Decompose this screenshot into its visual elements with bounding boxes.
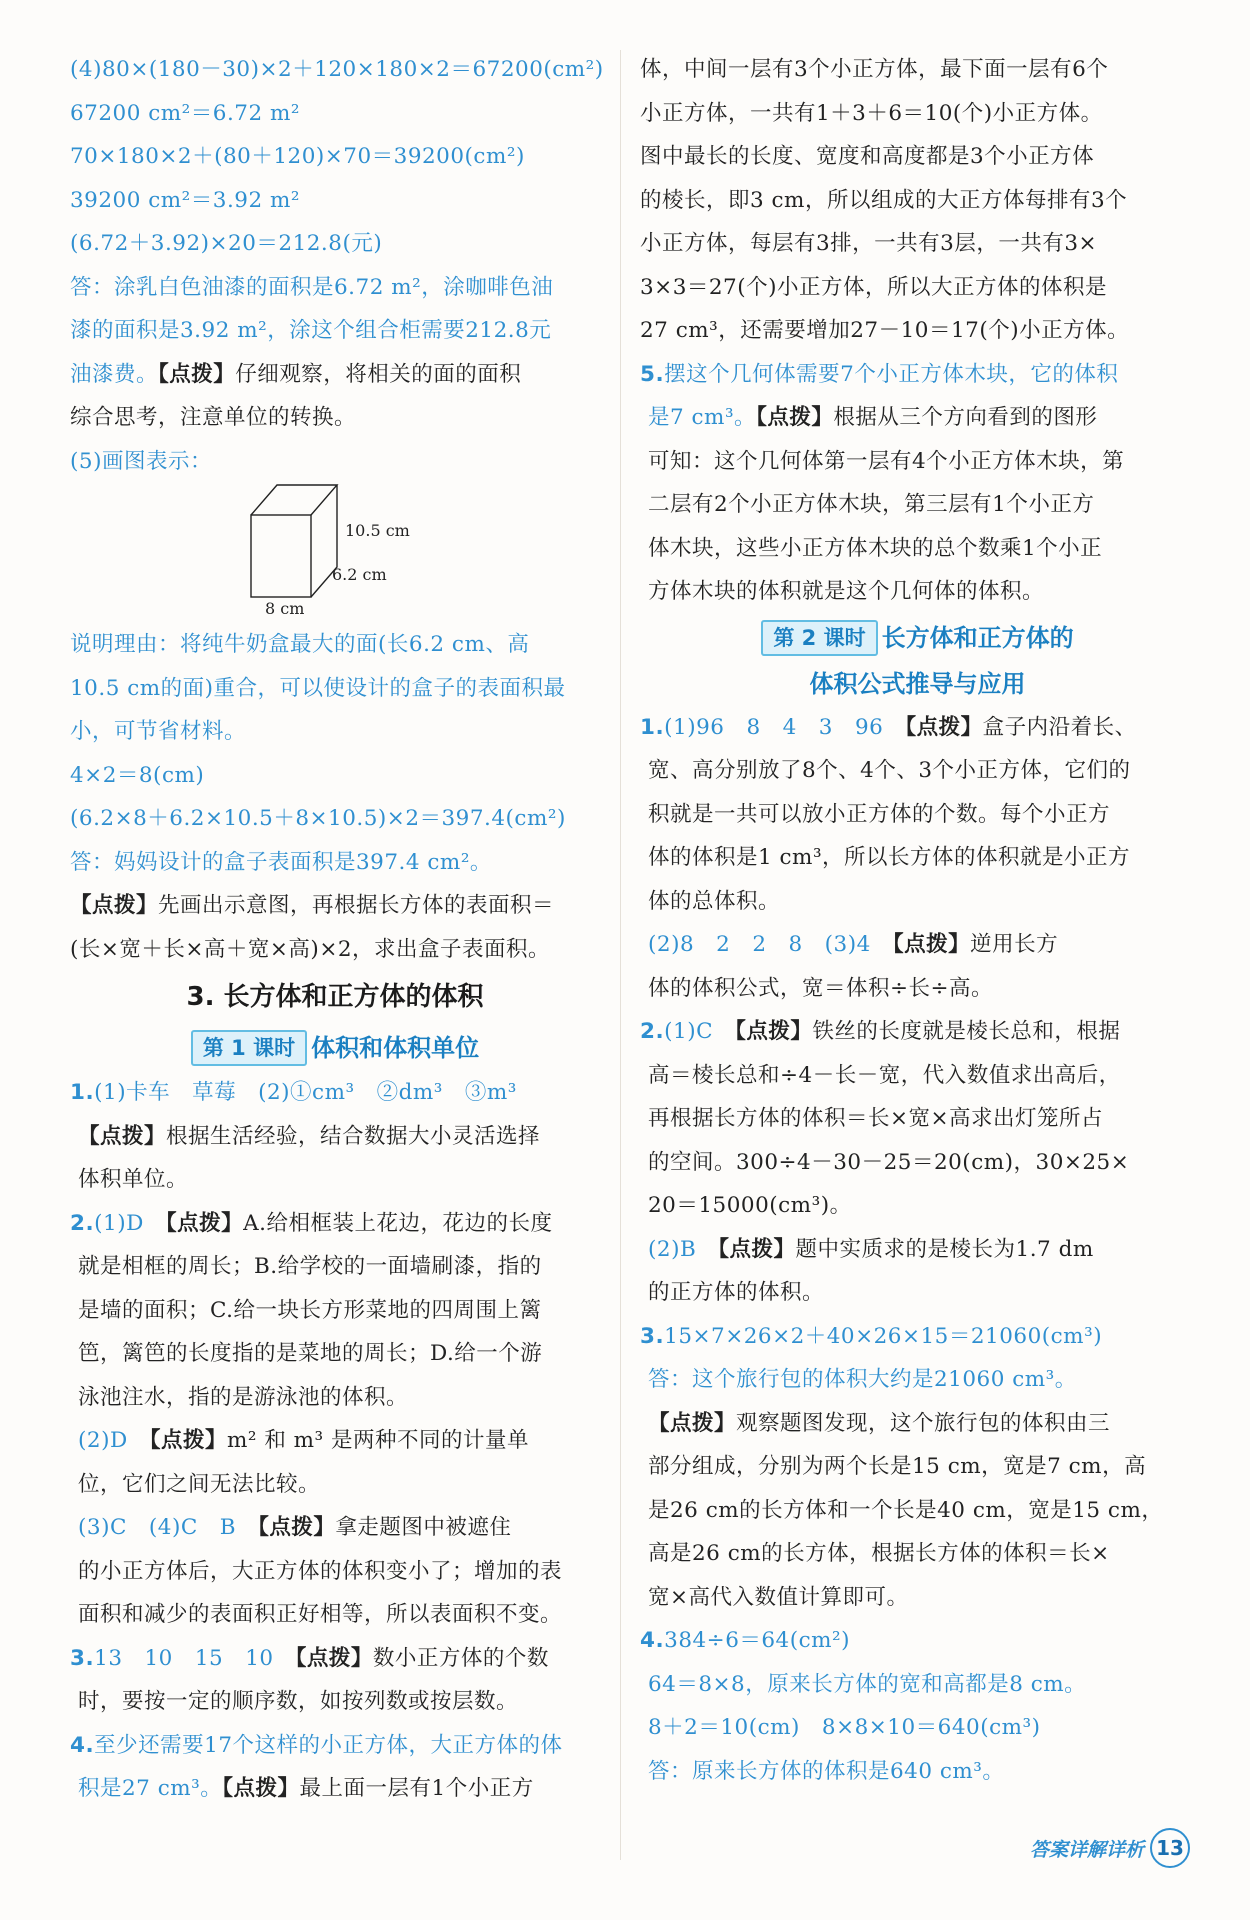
tip-line: 体，中间一层有3个小正方体，最下面一层有6个 — [640, 57, 1109, 82]
tip-text: 根据生活经验，结合数据大小灵活选择 — [166, 1123, 541, 1149]
tip-line: 笆，篱笆的长度指的是菜地的周长；D.给一个游 — [78, 1341, 543, 1366]
tip-line: 部分组成，分别为两个长是15 cm，宽是7 cm，高 — [648, 1454, 1147, 1479]
tip-line: 的小正方体后，大正方体的体积变小了；增加的表 — [78, 1558, 563, 1584]
tip-line: 的空间。300÷4－30－25＝20(cm)，30×25× — [648, 1149, 1130, 1175]
answer-line: (4)80×(180－30)×2＋120×180×2＝67200(cm²) — [70, 57, 604, 82]
lesson-title: 长方体和正方体的 — [881, 624, 1074, 652]
lesson-badge: 第 1 课时 — [191, 1030, 307, 1066]
tip-text: 铁丝的长度就是棱长总和，根据 — [812, 1019, 1121, 1044]
tip-text: 先画出示意图，再根据长方体的表面积＝ — [158, 893, 555, 918]
question-number: 4. — [70, 1732, 95, 1758]
tip-line: 图中最长的长度、宽度和高度都是3个小正方体 — [640, 144, 1095, 169]
tip-text: A.给相框装上花边，花边的长度 — [243, 1210, 553, 1236]
height-label: 10.5 cm — [345, 521, 410, 540]
tip-line: 的棱长，即3 cm，所以组成的大正方体每排有3个 — [640, 187, 1128, 213]
cuboid-top-face — [251, 485, 337, 515]
answer-text: (1)96 8 4 3 96 — [664, 714, 884, 740]
answer-line: 答：这个旅行包的体积大约是21060 cm³。 — [648, 1367, 1077, 1392]
tip-line: 宽、高分别放了8个、4个、3个小正方体，它们的 — [648, 758, 1131, 783]
tip-line: 泳池注水，指的是游泳池的体积。 — [78, 1384, 409, 1410]
answer-line: 答：妈妈设计的盒子表面积是397.4 cm²。 — [70, 849, 492, 875]
tip-line: 积就是一共可以放小正方体的个数。每个小正方 — [648, 801, 1111, 827]
answer-item — [640, 1315, 1195, 1359]
answer-item — [640, 706, 1195, 750]
tip-text: 逆用长方 — [970, 932, 1059, 957]
tip-text: 盒子内沿着长、 — [982, 714, 1137, 740]
tip-text: m² 和 m³ 是两种不同的计量单 — [226, 1428, 530, 1453]
tip-tag: 【点拨】 — [892, 932, 971, 957]
tip-line: 的正方体的体积。 — [648, 1280, 825, 1305]
question-number: 3. — [70, 1645, 95, 1671]
footer-label: 答案详解详析 — [1029, 1838, 1144, 1861]
tip-line: 二层有2个小正方体木块，第三层有1个小正方 — [648, 492, 1095, 517]
tip-text: 拿走题图中被遮住 — [335, 1515, 512, 1540]
tip-line: 体的体积公式，宽＝体积÷长÷高。 — [648, 975, 994, 1001]
tip-tag: 【点拨】 — [70, 893, 159, 918]
tip-line: 高＝棱长总和÷4－长－宽，代入数值求出高后， — [648, 1062, 1121, 1088]
tip-tag: 【点拨】 — [756, 405, 834, 430]
answer-text: 至少还需要17个这样的小正方体，大正方体的体 — [94, 1732, 563, 1758]
tip-line — [70, 884, 600, 928]
answer-text: (1)C — [664, 1019, 714, 1044]
cuboid-drawing — [250, 483, 420, 618]
tip-line — [70, 353, 600, 397]
tip-line: 体的总体积。 — [648, 888, 781, 914]
page-number: 13 — [1150, 1828, 1190, 1868]
tip-line: 体木块，这些小正方体木块的总个数乘1个小正 — [648, 535, 1103, 561]
tip-tag: 【点拨】 — [905, 714, 983, 740]
answer-line: 39200 cm²＝3.92 m² — [70, 187, 300, 213]
tip-line — [640, 1402, 1195, 1446]
answer-item — [640, 353, 1195, 397]
tip-line — [70, 1115, 600, 1159]
tip-line: 27 cm³，还需要增加27－10＝17(个)小正方体。 — [640, 318, 1130, 343]
length-label: 8 cm — [265, 599, 305, 618]
answer-line: 70×180×2＋(80＋120)×70＝39200(cm²) — [70, 144, 525, 169]
tip-line: 时，要按一定的顺序数，如按列数或按层数。 — [78, 1689, 519, 1714]
answer-line: 67200 cm²＝6.72 m² — [70, 100, 300, 126]
question-number: 2. — [70, 1210, 95, 1236]
answer-text: (1)卡车 草莓 (2)①cm³ ②dm³ ③m³ — [94, 1080, 517, 1105]
tip-tag: 【点拨】 — [222, 1776, 300, 1801]
lesson-title-cont: 体积公式推导与应用 — [809, 669, 1026, 698]
tip-tag: 【点拨】 — [735, 1019, 813, 1044]
answer-line: 4×2＝8(cm) — [70, 762, 205, 788]
tip-tag: 【点拨】 — [149, 1428, 227, 1453]
q5-label: (5)画图表示： — [70, 448, 212, 474]
column-divider — [620, 50, 621, 1860]
answer-text: 13 10 15 10 — [94, 1645, 274, 1671]
tip-tag: 【点拨】 — [165, 1210, 244, 1236]
answer-item — [640, 1619, 1195, 1663]
tip-line: 就是相框的周长；B.给学校的一面墙刷漆，指的 — [78, 1254, 542, 1279]
question-number: 4. — [640, 1628, 665, 1653]
cuboid-front-face — [251, 515, 311, 597]
tip-tag: 【点拨】 — [718, 1236, 796, 1262]
answer-item — [70, 1767, 600, 1811]
tip-line: 再根据长方体的体积＝长×宽×高求出灯笼所占 — [648, 1106, 1104, 1131]
answer-text: (2)D — [78, 1428, 128, 1453]
answer-text: 384÷6＝64(cm²) — [664, 1628, 851, 1653]
tip-tag: 【点拨】 — [158, 361, 236, 387]
tip-line: 20＝15000(cm³)。 — [648, 1193, 852, 1218]
tip-line: 小正方体，每层有3排，一共有3层，一共有3× — [640, 231, 1098, 256]
tip-tag: 【点拨】 — [258, 1515, 336, 1540]
lesson-heading — [70, 1023, 600, 1071]
answer-text: 是7 cm³。 — [648, 405, 757, 430]
answer-item — [70, 1724, 600, 1768]
tip-line: 面积和减少的表面积正好相等，所以表面积不变。 — [78, 1602, 563, 1627]
tip-tag: 【点拨】 — [648, 1410, 737, 1436]
tip-line: 是26 cm的长方体和一个长是40 cm，宽是15 cm， — [648, 1497, 1164, 1523]
tip-line: 体积单位。 — [78, 1167, 189, 1192]
tip-tag: 【点拨】 — [295, 1645, 373, 1671]
answer-line: 小，可节省材料。 — [70, 719, 247, 744]
tip-line: 综合思考，注意单位的转换。 — [70, 405, 357, 430]
section-title: 3. 长方体和正方体的体积 — [186, 982, 484, 1012]
answer-item — [640, 1010, 1195, 1054]
answer-text: 15×7×26×2＋40×26×15＝21060(cm³) — [664, 1323, 1103, 1349]
answer-text: (2)8 2 2 8 (3)4 — [648, 932, 871, 957]
question-number: 3. — [640, 1323, 665, 1349]
answer-text: 积是27 cm³。 — [78, 1776, 223, 1801]
tip-line: (长×宽＋长×高＋宽×高)×2，求出盒子表面积。 — [70, 936, 551, 962]
answer-item — [640, 396, 1195, 440]
tip-line: 小正方体，一共有1＋3＋6＝10(个)小正方体。 — [640, 100, 1103, 126]
tip-line: 3×3＝27(个)小正方体，所以大正方体的体积是 — [640, 274, 1108, 300]
right-column — [640, 48, 1195, 1793]
answer-text: (3)C (4)C B — [78, 1515, 237, 1540]
tip-line: 方体木块的体积就是这个几何体的体积。 — [648, 579, 1045, 604]
answer-text: (2)B — [648, 1236, 697, 1262]
lesson-title: 体积和体积单位 — [311, 1033, 480, 1062]
tip-text: 根据从三个方向看到的图形 — [833, 405, 1098, 430]
tip-text: 数小正方体的个数 — [372, 1645, 549, 1671]
answer-item — [70, 1506, 600, 1550]
left-column — [70, 48, 604, 1811]
tip-line: 是墙的面积；C.给一块长方形菜地的四周围上篱 — [78, 1297, 542, 1323]
answer-line: 说明理由：将纯牛奶盒最大的面(长6.2 cm、高 — [70, 632, 530, 657]
question-number: 2. — [640, 1019, 665, 1044]
tip-line: 宽×高代入数值计算即可。 — [648, 1584, 909, 1610]
answer-line: 答：涂乳白色油漆的面积是6.72 m²，涂咖啡色油 — [70, 274, 554, 300]
lesson-badge: 第 2 课时 — [761, 620, 877, 656]
question-number: 1. — [70, 1080, 95, 1105]
answer-item — [70, 1071, 600, 1115]
tip-line: 可知：这个几何体第一层有4个小正方体木块，第 — [648, 448, 1125, 474]
width-label: 6.2 cm — [332, 565, 387, 584]
lesson-heading — [640, 614, 1195, 662]
answer-line: (6.72＋3.92)×20＝212.8(元) — [70, 231, 383, 256]
answer-line: 漆的面积是3.92 m²，涂这个组合柜需要212.8元 — [70, 318, 552, 343]
answer-text: 油漆费。 — [70, 361, 159, 387]
box-figure — [70, 483, 600, 623]
answer-line: 64＝8×8，原来长方体的宽和高都是8 cm。 — [648, 1671, 1087, 1697]
answer-text: 摆这个几何体需要7个小正方体木块，它的体积 — [664, 361, 1119, 387]
tip-text: 仔细观察，将相关的面的面积 — [235, 361, 522, 387]
answer-item — [70, 1419, 600, 1463]
tip-line: 位，它们之间无法比较。 — [78, 1471, 321, 1497]
answer-item — [640, 1228, 1195, 1272]
answer-line: 8＋2＝10(cm) 8×8×10＝640(cm³) — [648, 1715, 1041, 1740]
answer-line: 10.5 cm的面)重合，可以使设计的盒子的表面积最 — [70, 675, 566, 701]
page-footer — [1030, 1828, 1190, 1868]
tip-text: 最上面一层有1个小正方 — [299, 1776, 534, 1801]
tip-line: 体的体积是1 cm³，所以长方体的体积就是小正方 — [648, 845, 1131, 870]
tip-line: 高是26 cm的长方体，根据长方体的体积＝长× — [648, 1541, 1110, 1566]
question-number: 5. — [640, 361, 665, 387]
tip-text: 观察题图发现，这个旅行包的体积由三 — [736, 1410, 1111, 1436]
answer-item — [70, 1637, 600, 1681]
tip-tag: 【点拨】 — [78, 1123, 167, 1149]
answer-line: (6.2×8＋6.2×10.5＋8×10.5)×2＝397.4(cm²) — [70, 806, 566, 831]
question-number: 1. — [640, 714, 665, 740]
tip-text: 题中实质求的是棱长为1.7 dm — [795, 1236, 1094, 1262]
answer-item — [640, 923, 1195, 967]
answer-item — [70, 1202, 600, 1246]
answer-text: (1)D — [94, 1210, 144, 1236]
answer-line: 答：原来长方体的体积是640 cm³。 — [648, 1758, 1005, 1784]
